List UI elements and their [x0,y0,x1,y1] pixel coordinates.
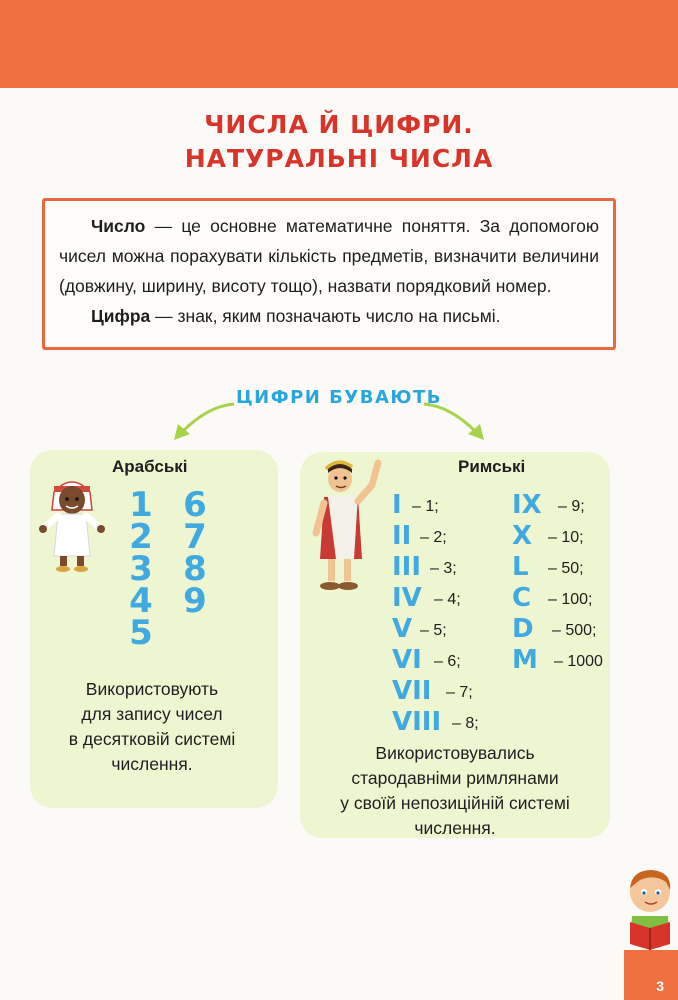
reading-boy-illustration [618,866,678,956]
roman-numeral-100: C [512,583,532,613]
arabic-digit-6: 6 [183,485,207,525]
arabic-caption-line: для запису чисел [81,704,223,724]
roman-value-4: – 4; [434,591,461,608]
roman-numeral-500: D [512,614,534,644]
roman-numeral-7: VII [392,676,432,706]
roman-numeral-50: L [512,552,529,582]
header-band [0,0,678,88]
arabic-digit-4: 4 [129,581,153,621]
roman-numeral-1: I [392,490,402,520]
arabic-caption-line: в десятковій системі [68,729,236,749]
arrow-right-icon [420,398,490,444]
roman-caption-line: стародавніми римлянами [351,768,559,788]
roman-caption [314,741,596,841]
arabic-caption-line: числення. [111,754,193,774]
roman-value-6: – 6; [434,653,461,670]
roman-value-2: – 2; [420,529,447,546]
term-number: Число [91,216,146,236]
roman-value-500: – 500; [552,622,597,639]
arabic-caption-line: Використовують [85,679,219,699]
definition-number-text: — це основне математичне поняття. За допомогою чисел можна порахувати кількість предметів, визначити величини (довжину, ширину, висоту тощо), назвати порядковий номер. [59,216,599,296]
arabic-digit-1: 1 [129,485,153,525]
roman-numeral-3: III [392,552,422,582]
arabic-digit-8: 8 [183,549,207,589]
roman-value-9: – 9; [558,498,585,515]
page-number-tab [624,950,678,1000]
roman-numeral-10: X [512,521,533,551]
definition-number [59,211,599,301]
definition-box [42,198,616,350]
roman-value-50: – 50; [548,560,584,577]
roman-value-5: – 5; [420,622,447,639]
arabic-title: Арабські [112,457,188,476]
definition-digit [59,301,599,331]
roman-numeral-9: IX [512,490,542,520]
roman-value-8: – 8; [452,715,479,732]
roman-value-1000: – 1000 [554,653,603,670]
arab-boy-illustration [38,470,106,574]
arabic-digit-3: 3 [129,549,153,589]
roman-value-10: – 10; [548,529,584,546]
page-title-line-2: НАТУРАЛЬНІ ЧИСЛА [184,144,494,173]
roman-numeral-5: V [392,614,413,644]
roman-value-7: – 7; [446,684,473,701]
roman-value-100: – 100; [548,591,593,608]
roman-caption-line: Використовувались [375,743,535,763]
roman-caption-line: у своїй непозиційній системі [340,793,570,813]
definition-digit-text: — знак, яким позначають число на письмі. [150,306,501,326]
page-title-line-1: ЧИСЛА Й ЦИФРИ. [204,110,474,139]
roman-value-3: – 3; [430,560,457,577]
arrow-left-icon [168,398,238,444]
roman-numeral-6: VI [392,645,422,675]
page-number: 3 [656,978,664,994]
roman-numeral-8: VIII [392,707,442,737]
roman-man-illustration [302,455,390,595]
arabic-caption [52,677,252,777]
roman-numeral-4: IV [392,583,422,613]
roman-numeral-1000: M [512,645,538,675]
roman-title: Римські [458,457,526,476]
roman-numeral-2: II [392,521,412,551]
arabic-digit-5: 5 [129,613,153,653]
subheading: ЦИФРИ БУВАЮТЬ [235,387,442,408]
arabic-digit-9: 9 [183,581,207,621]
roman-caption-line: числення. [414,818,496,838]
term-digit: Цифра [91,306,151,326]
arabic-digit-2: 2 [129,517,153,557]
roman-value-1: – 1; [412,498,439,515]
arabic-digit-7: 7 [183,517,207,557]
